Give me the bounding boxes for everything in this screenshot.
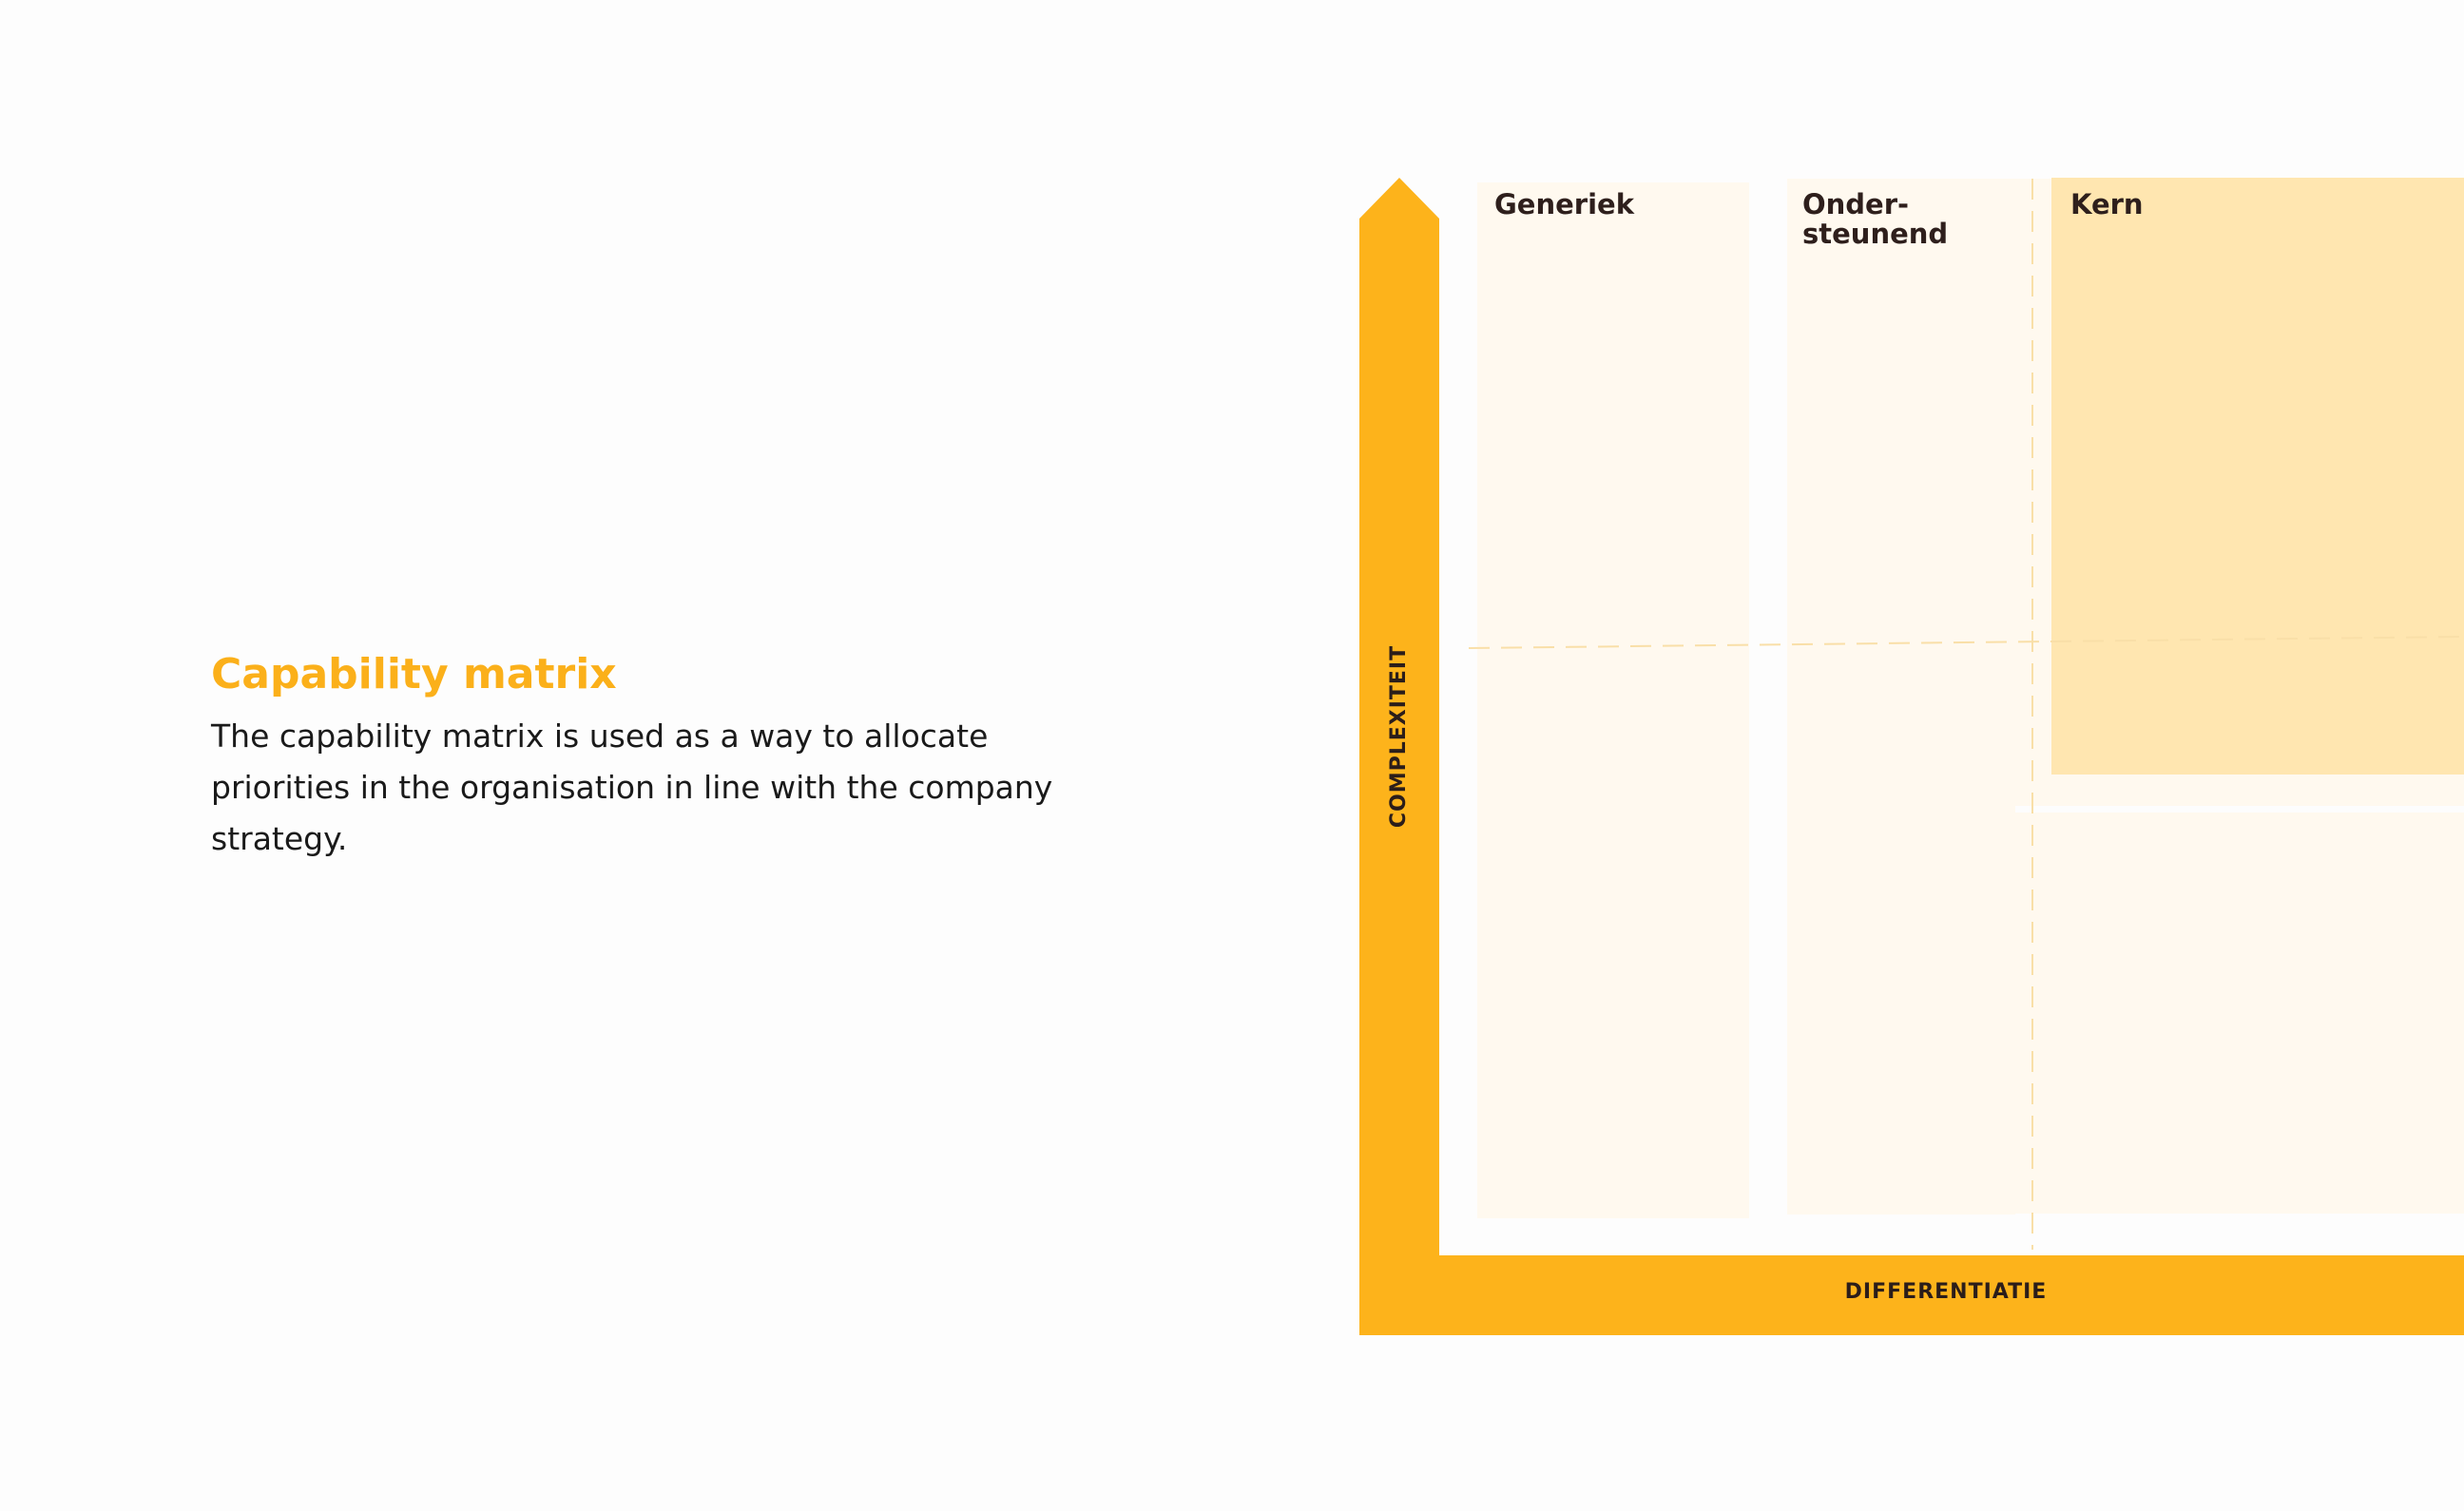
column-generic-panel xyxy=(1477,182,1749,1218)
column-core-lower-panel xyxy=(2013,813,2464,1214)
page-title: Capability matrix xyxy=(211,650,617,698)
column-label-supporting-line2: steunend xyxy=(1802,218,1949,250)
column-supporting-panel xyxy=(1787,179,2015,1215)
x-axis-label: DIFFERENTIATIE xyxy=(1844,1280,2048,1304)
intro-description: The capability matrix is used as a way to allocate priorities in the organisation in line with the company strategy. xyxy=(211,717,1053,857)
column-label-supporting-line1: Onder- xyxy=(1802,188,1910,220)
column-label-generic: Generiek xyxy=(1494,188,1634,220)
core-capability-block xyxy=(2051,178,2464,775)
column-label-core: Kern xyxy=(2070,188,2144,220)
y-axis-label: COMPLEXITEIT xyxy=(1387,644,1411,829)
